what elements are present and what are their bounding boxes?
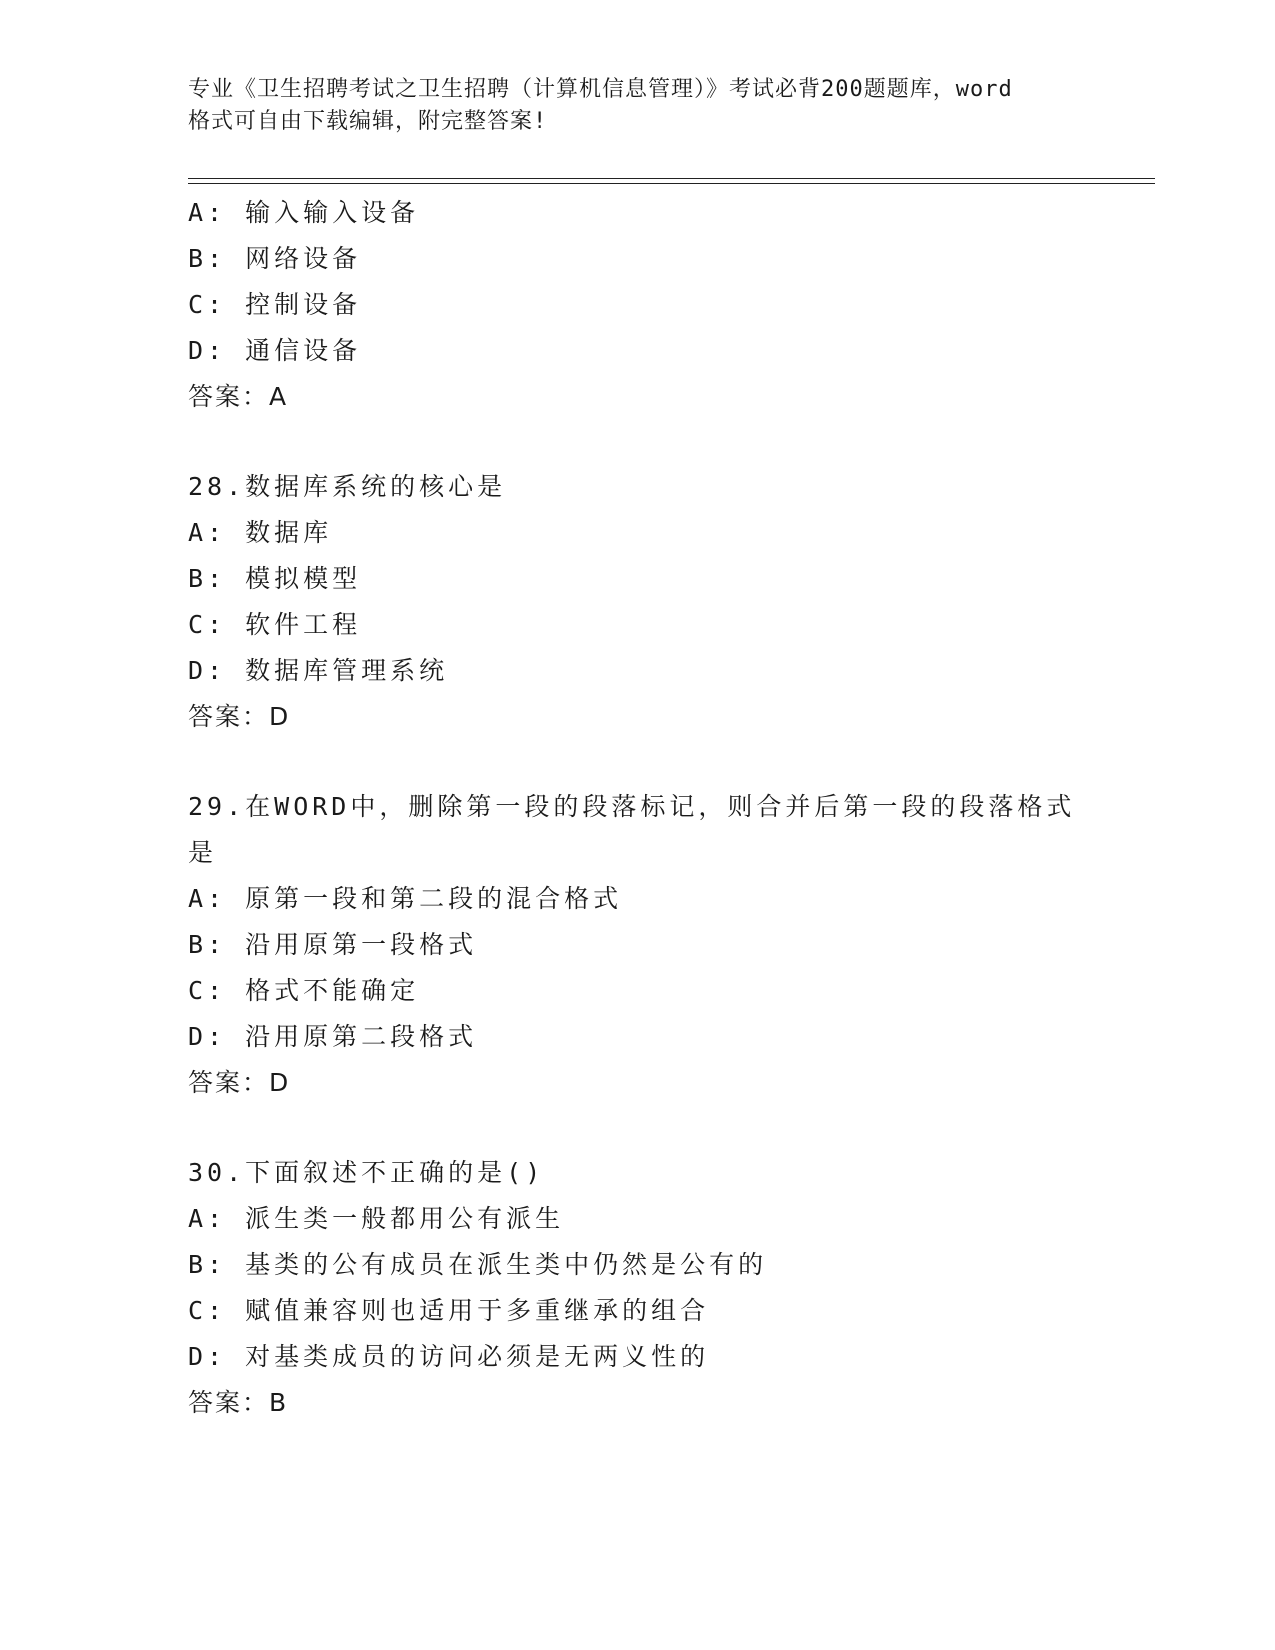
- option-c: C: 控制设备: [188, 290, 362, 319]
- answer-text: 答案：D: [188, 702, 291, 731]
- question-title-line-1: 29.在WORD中，删除第一段的段落标记，则合并后第一段的段落格式: [188, 792, 1076, 821]
- option-b: B: 模拟模型: [188, 564, 362, 593]
- spacer: [188, 1106, 1088, 1150]
- option-c: C: 格式不能确定: [188, 976, 420, 1005]
- question-28: [188, 464, 1088, 740]
- question-title: 28.数据库系统的核心是: [188, 472, 507, 501]
- document-header: [188, 74, 1088, 138]
- header-line-2: 格式可自由下载编辑，附完整答案!: [188, 109, 548, 134]
- answer-text: 答案：D: [188, 1068, 291, 1097]
- question-29: [188, 784, 1088, 1106]
- option-a: A: 派生类一般都用公有派生: [188, 1204, 565, 1233]
- option-d: D: 数据库管理系统: [188, 656, 449, 685]
- question-title-line-2: 是: [188, 838, 218, 867]
- header-line-1: 专业《卫生招聘考试之卫生招聘（计算机信息管理）》考试必背200题题库，word: [188, 77, 1013, 102]
- question-27-partial: [188, 190, 1088, 420]
- option-a: A: 输入输入设备: [188, 198, 420, 227]
- question-title: 30.下面叙述不正确的是(): [188, 1158, 545, 1187]
- document-body: [188, 190, 1088, 1426]
- option-d: D: 通信设备: [188, 336, 362, 365]
- option-b: B: 基类的公有成员在派生类中仍然是公有的: [188, 1250, 768, 1279]
- option-b: B: 网络设备: [188, 244, 362, 273]
- option-c: C: 赋值兼容则也适用于多重继承的组合: [188, 1296, 710, 1325]
- option-d: D: 对基类成员的访问必须是无两义性的: [188, 1342, 710, 1371]
- option-b: B: 沿用原第一段格式: [188, 930, 478, 959]
- header-divider-top: [188, 178, 1155, 179]
- spacer: [188, 740, 1088, 784]
- option-c: C: 软件工程: [188, 610, 362, 639]
- answer-text: 答案：A: [188, 382, 289, 411]
- question-30: [188, 1150, 1088, 1426]
- option-a: A: 原第一段和第二段的混合格式: [188, 884, 623, 913]
- header-divider-bottom: [188, 183, 1155, 184]
- answer-text: 答案：B: [188, 1388, 289, 1417]
- spacer: [188, 420, 1088, 464]
- option-a: A: 数据库: [188, 518, 333, 547]
- option-d: D: 沿用原第二段格式: [188, 1022, 478, 1051]
